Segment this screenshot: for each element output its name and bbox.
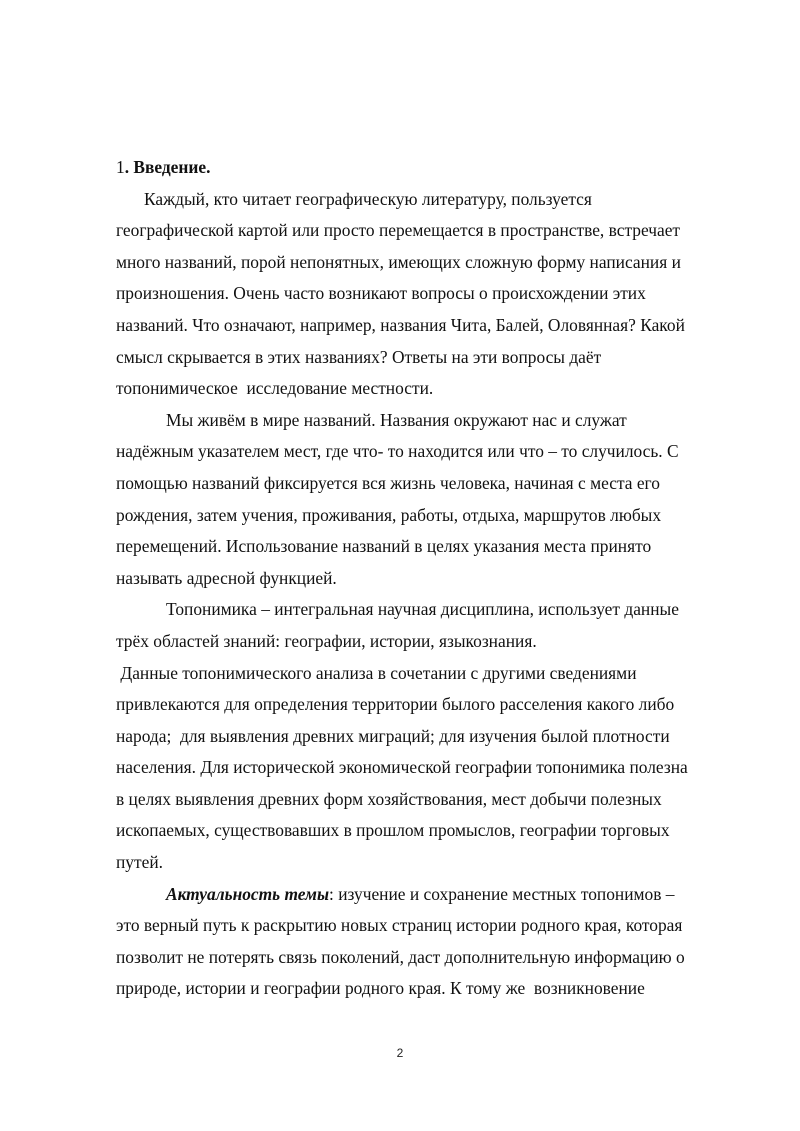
page-number: 2	[396, 1046, 404, 1060]
text-line: рождения, затем учения, проживания, работы, отдыха, маршрутов любых	[116, 504, 662, 525]
text-line: много названий, порой непонятных, имеющих сложную форму написания и	[116, 251, 681, 272]
text-line: называть адресной функцией.	[116, 567, 337, 588]
relevance-emphasis: Актуальность темы	[166, 883, 330, 904]
text-line: привлекаются для определения территории былого расселения какого либо	[116, 694, 675, 715]
text-line	[116, 879, 748, 911]
text-line: Мы живём в мире названий. Названия окружают нас и служат	[166, 409, 627, 430]
text-line: Данные топонимического анализа в сочетании с другими сведениями	[116, 662, 637, 683]
text-line: географической картой или просто перемещается в пространстве, встречает	[116, 220, 681, 241]
text-line: помощью названий фиксируется вся жизнь человека, начиная с места его	[116, 472, 660, 493]
text-line: надёжным указателем мест, где что- то находится или что – то случилось. С	[116, 441, 679, 462]
section-title: . Введение.	[124, 157, 211, 177]
text-line: Каждый, кто читает географическую литературу, пользуется	[144, 188, 592, 209]
text-line: населения. Для исторической экономической географии топонимика полезна	[116, 757, 688, 778]
paragraph-names-world	[116, 405, 748, 595]
text-line: это верный путь к раскрытию новых страниц истории родного края, которая	[116, 915, 683, 936]
paragraph-toponymic-analysis	[116, 658, 748, 879]
paragraph-toponymy-definition	[116, 594, 748, 657]
text-line: в целях выявления древних форм хозяйствования, мест добычи полезных	[116, 788, 662, 809]
paragraph-relevance	[116, 879, 748, 1005]
text-line: Топонимика – интегральная научная дисциплина, использует данные	[166, 599, 679, 620]
text-line: названий. Что означают, например, названия Чита, Балей, Оловянная? Какой	[116, 314, 685, 335]
text-line: природе, истории и географии родного края. К тому же возникновение	[116, 978, 645, 999]
text-line: ископаемых, существовавших в прошлом промыслов, географии торговых	[116, 820, 670, 841]
paragraph-intro	[116, 184, 748, 405]
document-body	[116, 152, 748, 1005]
text-line: перемещений. Использование названий в целях указания места принято	[116, 536, 652, 557]
text-line: народа; для выявления древних миграций; для изучения былой плотности	[116, 725, 670, 746]
text-line: произношения. Очень часто возникают вопросы о происхождении этих	[116, 283, 646, 304]
text-line: позволит не потерять связь поколений, даст дополнительную информацию о	[116, 946, 685, 967]
relevance-first-line: : изучение и сохранение местных топонимов –	[329, 883, 675, 904]
section-heading	[116, 152, 748, 184]
text-line: топонимическое исследование местности.	[116, 378, 434, 399]
text-line: трёх областей знаний: географии, истории, языкознания.	[116, 630, 537, 651]
text-line: смысл скрывается в этих названиях? Ответы на эти вопросы даёт	[116, 346, 602, 367]
text-line: путей.	[116, 852, 163, 873]
section-number: 1	[116, 157, 125, 177]
